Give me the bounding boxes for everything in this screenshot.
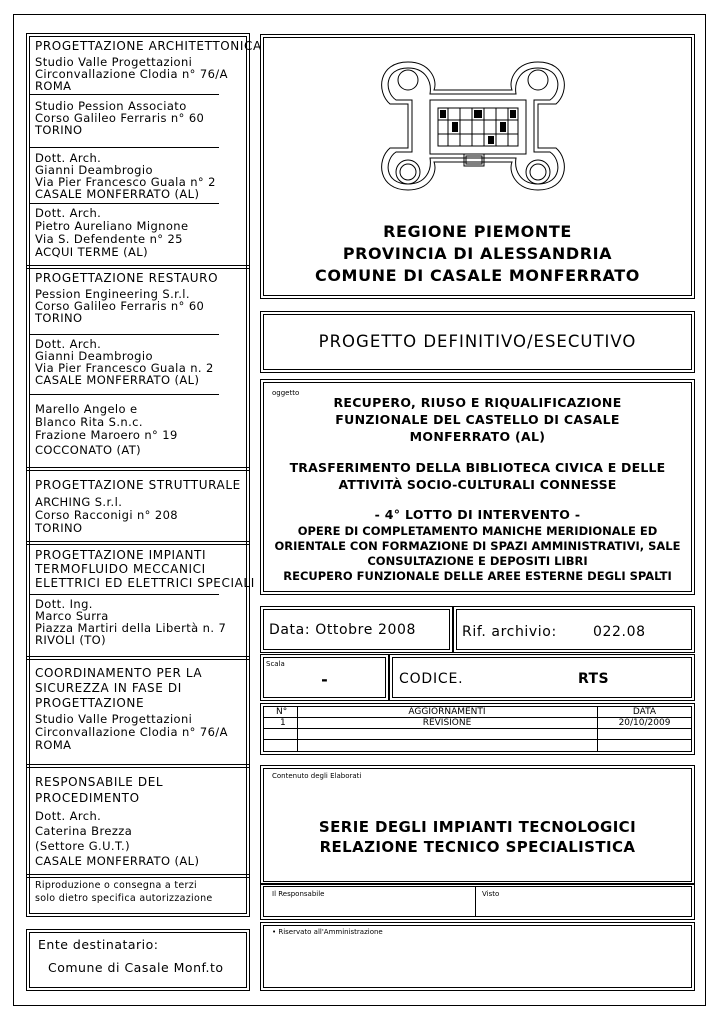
codice-label: CODICE. <box>399 671 464 687</box>
sicurezza-line: Studio Valle Progettazioni <box>35 712 193 726</box>
arch-entry-line: Corso Galileo Ferraris n° 60 <box>35 111 205 125</box>
divider <box>26 659 250 660</box>
sub-divider <box>29 94 219 95</box>
region-title: REGIONE PIEMONTE <box>383 222 572 241</box>
codice-value: RTS <box>578 671 609 687</box>
responsabile-label: Il Responsabile <box>272 890 325 898</box>
oggetto-line: ORIENTALE CON FORMAZIONE DI SPAZI AMMINISTRATIVI, SALE <box>274 539 681 553</box>
arch-entry-line: CASALE MONFERRATO (AL) <box>35 187 200 201</box>
ente-label: Ente destinatario: <box>38 937 159 952</box>
impianti-line: Marco Surra <box>35 609 109 623</box>
divider <box>26 470 250 471</box>
strutt-line: Corso Racconigi n° 208 <box>35 508 179 522</box>
firma-divider <box>475 886 476 917</box>
arch-entry-line: TORINO <box>35 123 83 137</box>
riproduzione-note: solo dietro specifica autorizzazione <box>35 893 213 904</box>
responsabile-line: Caterina Brezza <box>35 824 133 838</box>
table-line <box>263 728 692 729</box>
sicurezza-heading: SICUREZZA IN FASE DI <box>35 681 182 695</box>
strutt-heading: PROGETTAZIONE STRUTTURALE <box>35 478 241 492</box>
divider <box>26 767 250 768</box>
oggetto-line: MONFERRATO (AL) <box>409 429 546 444</box>
data-value: Data: Ottobre 2008 <box>269 622 416 638</box>
arch-entry-line: Studio Pession Associato <box>35 99 187 113</box>
comune-title: COMUNE DI CASALE MONFERRATO <box>315 266 640 285</box>
contenuto-label: Contenuto degli Elaborati <box>272 772 362 780</box>
agg-header-data: DATA <box>632 707 657 717</box>
impianti-line: Piazza Martiri della Libertà n. 7 <box>35 621 227 635</box>
impianti-heading: TERMOFLUIDO MECCANICI <box>35 562 206 576</box>
strutt-line: TORINO <box>35 521 83 535</box>
progetto-title: PROGETTO DEFINITIVO/ESECUTIVO <box>318 332 637 351</box>
restauro-entry-line: Gianni Deambrogio <box>35 349 153 363</box>
divider <box>26 544 250 545</box>
sub-divider <box>29 594 219 595</box>
arch-entry-line: Dott. Arch. <box>35 151 102 165</box>
impianti-heading: ELETTRICI ED ELETTRICI SPECIALI <box>35 576 255 590</box>
arch-entry-line: Circonvallazione Clodia n° 76/A <box>35 67 228 81</box>
restauro-entry-line: Blanco Rita S.n.c. <box>35 415 143 429</box>
impianti-heading: PROGETTAZIONE IMPIANTI <box>35 548 207 562</box>
oggetto-line: CONSULTAZIONE E DEPOSITI LIBRI <box>367 554 588 568</box>
restauro-entry-line: Dott. Arch. <box>35 337 102 351</box>
firma-box <box>263 886 692 917</box>
sub-divider <box>29 147 219 148</box>
rif-archivio-value: 022.08 <box>593 624 646 640</box>
strutt-line: ARCHING S.r.l. <box>35 495 123 509</box>
sicurezza-line: ROMA <box>35 738 72 752</box>
agg-header-aggiornamenti: AGGIORNAMENTI <box>408 707 486 717</box>
table-line <box>263 739 692 740</box>
visto-label: Visto <box>482 890 500 898</box>
sub-divider <box>29 394 219 395</box>
oggetto-line: ATTIVITÀ SOCIO-CULTURALI CONNESSE <box>338 477 617 492</box>
restauro-entry-line: Frazione Maroero n° 19 <box>35 428 178 442</box>
riservato-label: • Riservato all'Amministrazione <box>272 928 383 936</box>
sicurezza-line: Circonvallazione Clodia n° 76/A <box>35 725 228 739</box>
arch-entry-line: Gianni Deambrogio <box>35 163 153 177</box>
restauro-entry-line: Pession Engineering S.r.l. <box>35 287 190 301</box>
castle-plan-icon <box>368 52 578 200</box>
agg-row-data: 20/10/2009 <box>618 718 671 728</box>
arch-entry-line: Studio Valle Progettazioni <box>35 55 193 69</box>
restauro-heading: PROGETTAZIONE RESTAURO <box>35 271 219 285</box>
divider <box>26 764 250 765</box>
contenuto-subtitle: RELAZIONE TECNICO SPECIALISTICA <box>319 838 636 856</box>
oggetto-line: OPERE DI COMPLETAMENTO MANICHE MERIDIONALE ED <box>297 524 658 538</box>
oggetto-line: RECUPERO, RIUSO E RIQUALIFICAZIONE <box>333 395 622 410</box>
oggetto-line: - 4° LOTTO DI INTERVENTO - <box>374 507 581 522</box>
oggetto-line: RECUPERO FUNZIONALE DELLE AREE ESTERNE DEGLI SPALTI <box>283 569 672 583</box>
restauro-entry-line: Corso Galileo Ferraris n° 60 <box>35 299 205 313</box>
arch-entry-line: Dott. Arch. <box>35 206 102 220</box>
divider <box>26 268 250 269</box>
agg-row-n: 1 <box>280 718 286 728</box>
impianti-line: Dott. Ing. <box>35 597 93 611</box>
oggetto-line: FUNZIONALE DEL CASTELLO DI CASALE <box>335 412 620 427</box>
riproduzione-note: Riproduzione o consegna a terzi <box>35 880 197 891</box>
arch-heading: PROGETTAZIONE ARCHITETTONICA <box>35 39 262 53</box>
responsabile-heading: RESPONSABILE DEL <box>35 775 164 789</box>
divider <box>26 656 250 657</box>
agg-header-n: N° <box>276 707 288 717</box>
responsabile-line: CASALE MONFERRATO (AL) <box>35 854 200 868</box>
oggetto-label: oggetto <box>272 389 300 397</box>
ente-value: Comune di Casale Monf.to <box>48 960 224 975</box>
sicurezza-heading: COORDINAMENTO PER LA <box>35 666 203 680</box>
divider <box>26 541 250 542</box>
scala-value: - <box>321 670 328 689</box>
rif-archivio-label: Rif. archivio: <box>462 624 557 640</box>
restauro-entry-line: Via Pier Francesco Guala n. 2 <box>35 361 214 375</box>
responsabile-line: Dott. Arch. <box>35 809 102 823</box>
responsabile-heading: PROCEDIMENTO <box>35 791 140 805</box>
responsabile-line: (Settore G.U.T.) <box>35 839 130 853</box>
restauro-entry-line: COCCONATO (AT) <box>35 443 142 457</box>
impianti-line: RIVOLI (TO) <box>35 633 107 647</box>
divider <box>26 265 250 266</box>
sub-divider <box>29 203 219 204</box>
divider <box>26 874 250 875</box>
arch-entry-line: Via S. Defendente n° 25 <box>35 232 183 246</box>
sicurezza-heading: PROGETTAZIONE <box>35 696 145 710</box>
arch-entry-line: Via Pier Francesco Guala n° 2 <box>35 175 216 189</box>
province-title: PROVINCIA DI ALESSANDRIA <box>342 244 613 263</box>
restauro-entry-line: Marello Angelo e <box>35 402 138 416</box>
scala-label: Scala <box>266 660 285 668</box>
restauro-entry-line: TORINO <box>35 311 83 325</box>
agg-row-aggiornamento: REVISIONE <box>422 718 472 728</box>
restauro-entry-line: CASALE MONFERRATO (AL) <box>35 373 200 387</box>
sub-divider <box>29 334 219 335</box>
arch-entry-line: ACQUI TERME (AL) <box>35 245 148 259</box>
arch-entry-line: ROMA <box>35 79 72 93</box>
divider <box>26 877 250 878</box>
oggetto-line: TRASFERIMENTO DELLA BIBLIOTECA CIVICA E DELLE <box>289 460 666 475</box>
divider <box>26 467 250 468</box>
arch-entry-line: Pietro Aureliano Mignone <box>35 219 189 233</box>
contenuto-title: SERIE DEGLI IMPIANTI TECNOLOGICI <box>318 818 637 836</box>
